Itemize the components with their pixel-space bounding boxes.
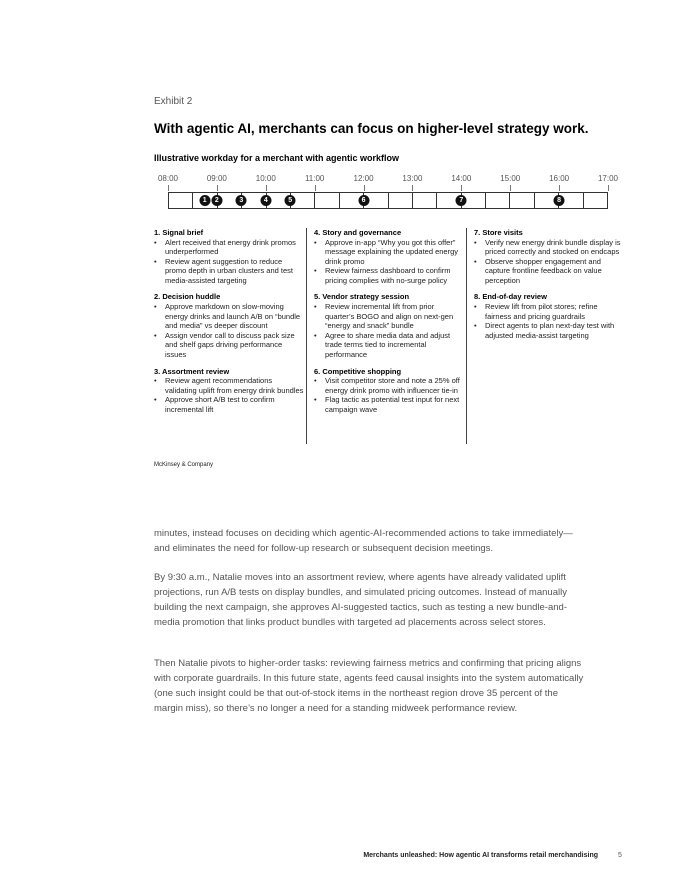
timeline-time-label: 14:00 (451, 174, 472, 183)
timeline-slot (413, 193, 437, 208)
workday-timeline (154, 174, 620, 214)
timeline-slot (315, 193, 339, 208)
task-section (314, 228, 464, 285)
exhibit-label: Exhibit 2 (154, 96, 193, 107)
task-column (154, 228, 304, 421)
task-section-heading: 5. Vendor strategy session (314, 292, 410, 302)
task-bullet: • Visit competitor store and note a 25% off energy drink promo with influencer tie-in (314, 376, 464, 395)
task-section (314, 367, 464, 415)
task-section (154, 292, 304, 359)
timeline-step-marker: 1 (199, 195, 210, 206)
task-section-heading: 6. Competitive shopping (314, 366, 402, 376)
task-section (154, 367, 304, 415)
timeline-step-marker: 4 (260, 195, 271, 206)
exhibit-title: With agentic AI, merchants can focus on higher-level strategy work. (154, 121, 589, 136)
timeline-time-label: 15:00 (500, 174, 521, 183)
timeline-time-label: 13:00 (402, 174, 423, 183)
timeline-tick (217, 185, 218, 191)
timeline-time-label: 10:00 (255, 174, 276, 183)
timeline-hour-slots (168, 192, 608, 209)
timeline-tick (266, 185, 267, 191)
column-divider (306, 228, 307, 444)
timeline-step-marker: 7 (456, 195, 467, 206)
body-paragraph-1: minutes, instead focuses on deciding which agentic-AI-recommended actions to take immediately—and eliminates the need for follow-up research or subsequent decision meetings. (154, 528, 573, 554)
timeline-time-label: 12:00 (353, 174, 374, 183)
task-bullet: • Direct agents to plan next-day test with adjusted media-assist targeting (474, 321, 624, 340)
timeline-slot (584, 193, 607, 208)
timeline-tick (559, 185, 560, 191)
task-bullet: • Assign vendor call to discuss pack size and shelf gaps driving performance issues (154, 331, 304, 360)
timeline-tick (412, 185, 413, 191)
task-section-heading: 7. Store visits (474, 228, 523, 237)
timeline-tick (461, 185, 462, 191)
column-divider (466, 228, 467, 444)
task-bullet: • Review lift from pilot stores; refine fairness and pricing guardrails (474, 302, 624, 321)
task-bullet: • Review agent suggestion to reduce promo depth in urban clusters and test media-assisted targeting (154, 257, 304, 286)
timeline-time-label: 16:00 (549, 174, 570, 183)
task-bullet: • Approve short A/B test to confirm incremental lift (154, 395, 304, 414)
footer-article-title: Merchants unleashed: How agentic AI transforms retail merchandising (363, 852, 598, 859)
task-bullet: • Review agent recommendations validating uplift from energy drink bundles (154, 376, 304, 395)
timeline-step-marker: 3 (236, 195, 247, 206)
page-number: 5 (618, 852, 622, 859)
task-bullet: • Approve in-app “Why you got this offer” message explaining the updated energy drink promo (314, 238, 464, 267)
task-section-heading: 4. Story and governance (314, 228, 402, 237)
timeline-tick (510, 185, 511, 191)
timeline-step-marker: 5 (285, 195, 296, 206)
task-section-heading: 3. Assortment review (154, 366, 230, 376)
task-section (154, 228, 304, 285)
task-bullet: • Observe shopper engagement and capture frontline feedback on value perception (474, 257, 624, 286)
task-bullet: • Review incremental lift from prior quarter’s BOGO and align on next-gen “energy and snack” bundle (314, 302, 464, 331)
task-bullet: • Verify new energy drink bundle display is priced correctly and stocked on endcaps (474, 238, 624, 257)
body-paragraph-2: By 9:30 a.m., Natalie moves into an assortment review, where agents have already validated uplift projections, run A/B tests on display bundles, and simulated pricing outcomes. Instead of manually building the next campaign, she approves AI-suggested tactics, such as testing a new bundle-and-media promotion that links product bundles with targeted ad placements across select stores. (154, 572, 567, 628)
timeline-step-marker: 6 (358, 195, 369, 206)
task-bullet: • Flag tactic as potential test input for next campaign wave (314, 395, 464, 414)
timeline-slot (486, 193, 510, 208)
timeline-tick (168, 185, 169, 191)
timeline-time-label: 08:00 (157, 174, 179, 183)
timeline-step-marker: 8 (554, 195, 565, 206)
workday-task-columns (154, 228, 624, 444)
task-section (474, 228, 624, 285)
task-section (314, 292, 464, 359)
timeline-tick (364, 185, 365, 191)
timeline-tick (608, 185, 609, 191)
timeline-time-label: 11:00 (304, 174, 325, 183)
timeline-time-label: 17:00 (597, 174, 619, 183)
exhibit-source: McKinsey & Company (154, 462, 214, 468)
task-bullet: • Approve markdown on slow-moving energy drinks and launch A/B on “bundle and media” vs deeper discount (154, 302, 304, 331)
task-column (474, 228, 624, 347)
timeline-slot (510, 193, 534, 208)
task-section-heading: 1. Signal brief (154, 228, 204, 237)
timeline-slot (169, 193, 193, 208)
task-bullet: • Alert received that energy drink promos underperformed (154, 238, 304, 257)
body-paragraph-3: Then Natalie pivots to higher-order tasks: reviewing fairness metrics and confirming that pricing aligns with corporate guardrails. In this future state, agents feed causal insights into the system automatically (one such insight could be that out-of-stock items in the northeast region drove 35 percent of the margin miss), so there’s no longer a need for a standing midweek performance review. (154, 658, 584, 714)
exhibit-subtitle: Illustrative workday for a merchant with agentic workflow (154, 153, 400, 163)
task-section (474, 292, 624, 340)
task-bullet: • Agree to share media data and adjust trade terms tied to incremental performance (314, 331, 464, 360)
task-section-heading: 2. Decision huddle (154, 292, 221, 302)
task-column (314, 228, 464, 421)
timeline-time-label: 09:00 (206, 174, 227, 183)
timeline-tick (315, 185, 316, 191)
task-bullet: • Review fairness dashboard to confirm pricing complies with no-surge policy (314, 266, 464, 285)
timeline-slot (389, 193, 413, 208)
timeline-step-marker: 2 (211, 195, 222, 206)
task-section-heading: 8. End-of-day review (474, 292, 547, 302)
